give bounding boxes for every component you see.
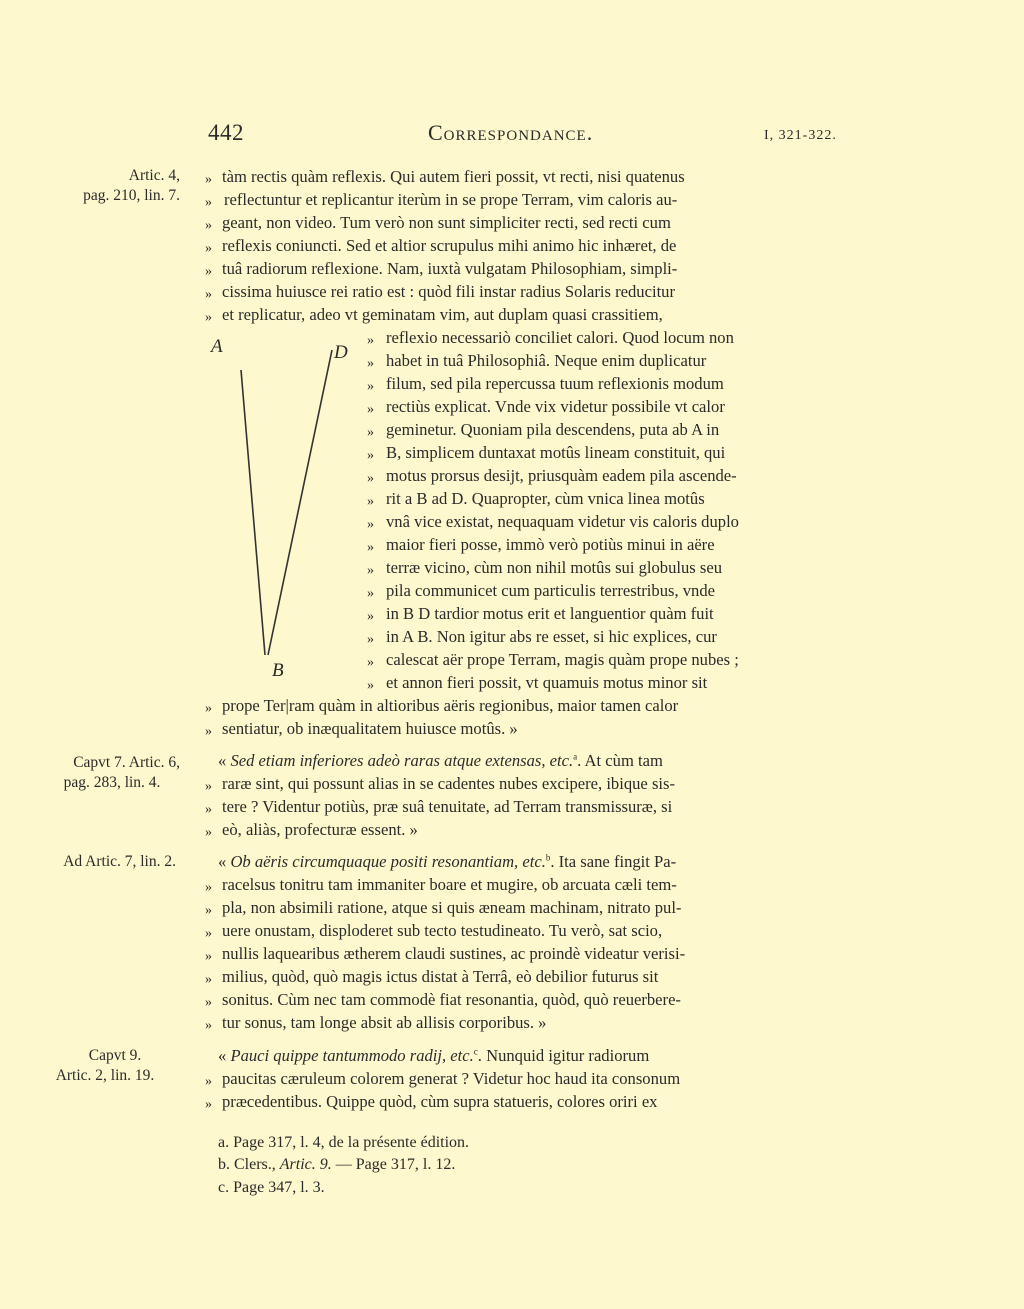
quote-mark: » — [367, 655, 374, 670]
text-line: terræ vicino, cùm non nihil motûs sui globulus seu — [386, 558, 723, 577]
text-line: nullis laquearibus ætherem claudi sustines, ac proindè videatur verisi- — [222, 944, 686, 963]
text-line: vnâ vice existat, nequaquam videtur vis caloris duplo — [386, 512, 739, 531]
text-span: . At cùm tam — [577, 751, 663, 770]
quote-mark: » — [367, 379, 374, 394]
text-line: B, simplicem duntaxat motûs lineam constituit, qui — [386, 443, 726, 462]
figure-label-d: D — [334, 342, 348, 363]
text-line: sentiatur, ob inæqualitatem huiusce motûs. » — [222, 719, 518, 738]
text-line: et annon fieri possit, vt quamuis motus minor sit — [386, 673, 708, 692]
quote-mark: » — [367, 563, 374, 578]
figure-diagram — [200, 330, 360, 690]
text-span: . Ita sane fingit Pa- — [550, 852, 677, 871]
text-line: geant, non video. Tum verò non sunt simpliciter recti, sed recti cum — [222, 213, 671, 232]
text-line: habet in tuâ Philosophiâ. Neque enim duplicatur — [386, 351, 707, 370]
text-line: tur sonus, tam longe absit ab allisis corporibus. » — [222, 1013, 547, 1032]
text-line: pila communicet cum particulis terrestribus, vnde — [386, 581, 716, 600]
quote-mark: » — [205, 880, 212, 895]
quote-mark: « — [218, 1046, 227, 1065]
quote-mark: » — [367, 517, 374, 532]
quote-mark: « — [218, 751, 227, 770]
margin-note — [30, 1046, 180, 1086]
figure-label-b: B — [272, 660, 284, 681]
margin-note-line: pag. 283, lin. 4. — [63, 774, 161, 791]
running-title: Correspondance. — [428, 120, 594, 145]
text-line: et replicatur, adeo vt geminatam vim, aut duplam quasi crassitiem, — [222, 305, 663, 324]
margin-note-line: Artic. 2, lin. 19. — [55, 1067, 155, 1084]
quote-mark: » — [205, 701, 212, 716]
footnote-ref: c — [473, 1046, 478, 1057]
quote-mark: » — [367, 678, 374, 693]
quote-mark: » — [205, 972, 212, 987]
text-line: filum, sed pila repercussa tuum reflexionis modum — [386, 374, 724, 393]
text-span: . Nunquid igitur radiorum — [477, 1046, 650, 1065]
footnote-ref: b — [545, 852, 551, 863]
quote-mark: » — [367, 425, 374, 440]
quote-mark: » — [367, 471, 374, 486]
quote-mark: » — [367, 586, 374, 601]
text-line — [218, 751, 663, 771]
text-line: tuâ radiorum reflexione. Nam, iuxtà vulgatam Philosophiam, simpli- — [222, 259, 678, 278]
quote-mark: » — [205, 779, 212, 794]
page-number: 442 — [208, 120, 244, 145]
text-line: uere onustam, disploderet sub tecto testudineato. Tu verò, sat scio, — [222, 921, 663, 940]
quote-mark: » — [367, 448, 374, 463]
quoted-lemma: Sed etiam inferiores adeò raras atque extensas, etc. — [230, 751, 574, 770]
quote-mark: » — [205, 926, 212, 941]
margin-note-line: Capvt 9. — [88, 1047, 142, 1064]
quote-mark: » — [205, 1097, 212, 1112]
text-line: calescat aër prope Terram, magis quàm prope nubes ; — [386, 650, 739, 669]
text-line: motus prorsus desijt, priusquàm eadem pila ascende- — [386, 466, 737, 485]
quote-mark: » — [205, 1018, 212, 1033]
text-line: præcedentibus. Quippe quòd, cùm supra statueris, colores oriri ex — [222, 1092, 658, 1111]
text-line: eò, aliàs, profecturæ essent. » — [222, 820, 418, 839]
footnote-italic: Artic. 9. — [279, 1156, 332, 1173]
text-line: in B D tardior motus erit et languentior quàm fuit — [386, 604, 714, 623]
text-line: in A B. Non igitur abs re esset, si hic explices, cur — [386, 627, 717, 646]
footnote-c: c. Page 347, l. 3. — [218, 1179, 325, 1196]
quote-mark: » — [205, 802, 212, 817]
text-line: reflexis coniuncti. Sed et altior scrupulus mihi animo hic inhæret, de — [222, 236, 677, 255]
margin-note-line: pag. 210, lin. 7. — [83, 187, 180, 204]
quote-mark: » — [205, 995, 212, 1010]
margin-note-line: Ad Artic. 7, lin. 2. — [63, 853, 176, 870]
footnote-a: a. Page 317, l. 4, de la présente édition. — [218, 1134, 470, 1151]
page-reference: I, 321-322. — [764, 128, 837, 143]
margin-note-line: Capvt 7. Artic. 6, — [73, 754, 180, 771]
text-line: milius, quòd, quò magis ictus distat à Terrâ, eò debilior futurus sit — [222, 967, 659, 986]
text-line: reflexio necessariò conciliet calori. Quod locum non — [386, 328, 734, 347]
quote-mark: » — [367, 333, 374, 348]
quote-mark: » — [205, 1074, 212, 1089]
quoted-lemma: Ob aëris circumquaque positi resonantiam, etc. — [230, 852, 546, 871]
text-line: sonitus. Cùm nec tam commodè fiat resonantia, quòd, quò reuerbere- — [222, 990, 681, 1009]
quote-mark: » — [367, 494, 374, 509]
text-line — [218, 1046, 649, 1066]
text-line: rit a B ad D. Quapropter, cùm vnica linea motûs — [386, 489, 705, 508]
quoted-lemma: Pauci quippe tantummodo radij, etc. — [230, 1046, 474, 1065]
text-line: tere ? Videntur potiùs, præ suâ tenuitate, ad Terram transmissuræ, si — [222, 797, 673, 816]
quote-mark: » — [205, 949, 212, 964]
quote-mark: » — [205, 195, 212, 210]
quote-mark: » — [367, 356, 374, 371]
quote-mark: » — [205, 218, 212, 233]
quote-mark: » — [205, 287, 212, 302]
margin-note-line: Artic. 4, — [128, 167, 180, 184]
quote-mark: » — [367, 402, 374, 417]
text-line: pla, non absimili ratione, atque si quis æneam machinam, nitrato pul- — [222, 898, 682, 917]
text-line: tàm rectis quàm reflexis. Qui autem fieri possit, vt recti, nisi quatenus — [222, 167, 685, 186]
quote-mark: » — [205, 310, 212, 325]
text-line: geminetur. Quoniam pila descendens, puta ab A in — [386, 420, 720, 439]
margin-note — [10, 852, 176, 872]
quote-mark: » — [367, 632, 374, 647]
quote-mark: » — [205, 172, 212, 187]
text-line: rectiùs explicat. Vnde vix videtur possibile vt calor — [386, 397, 725, 416]
text-line: racelsus tonitru tam immaniter boare et mugire, ob arcuata cæli tem- — [222, 875, 677, 894]
quote-mark: » — [205, 724, 212, 739]
margin-note — [14, 753, 180, 793]
footnote-text: — Page 317, l. 12. — [331, 1156, 456, 1173]
quote-mark: » — [205, 241, 212, 256]
figure-label-a: A — [211, 336, 223, 357]
text-line: cissima huiusce rei ratio est : quòd fili instar radius Solaris reducitur — [222, 282, 675, 301]
quote-mark: » — [367, 540, 374, 555]
quote-mark: » — [205, 903, 212, 918]
text-line — [218, 852, 676, 872]
footnote-ref: a — [573, 751, 578, 762]
text-line: raræ sint, qui possunt alias in se cadentes nubes excipere, ibique sis- — [222, 774, 675, 793]
quote-mark: » — [367, 609, 374, 624]
quote-mark: « — [218, 852, 227, 871]
text-line: paucitas cæruleum colorem generat ? Videtur hoc haud ita consonum — [222, 1069, 681, 1088]
text-line: maior fieri posse, immò verò potiùs minui in aëre — [386, 535, 715, 554]
text-line: prope Ter|ram quàm in altioribus aëris regionibus, maior tamen calor — [222, 696, 679, 715]
margin-note — [30, 166, 180, 206]
quote-mark: » — [205, 264, 212, 279]
quote-mark: » — [205, 825, 212, 840]
footnote-b — [218, 1156, 455, 1174]
footnote-text: b. Clers., — [218, 1156, 280, 1173]
text-line: reflectuntur et replicantur iterùm in se prope Terram, vim caloris au- — [224, 190, 678, 209]
